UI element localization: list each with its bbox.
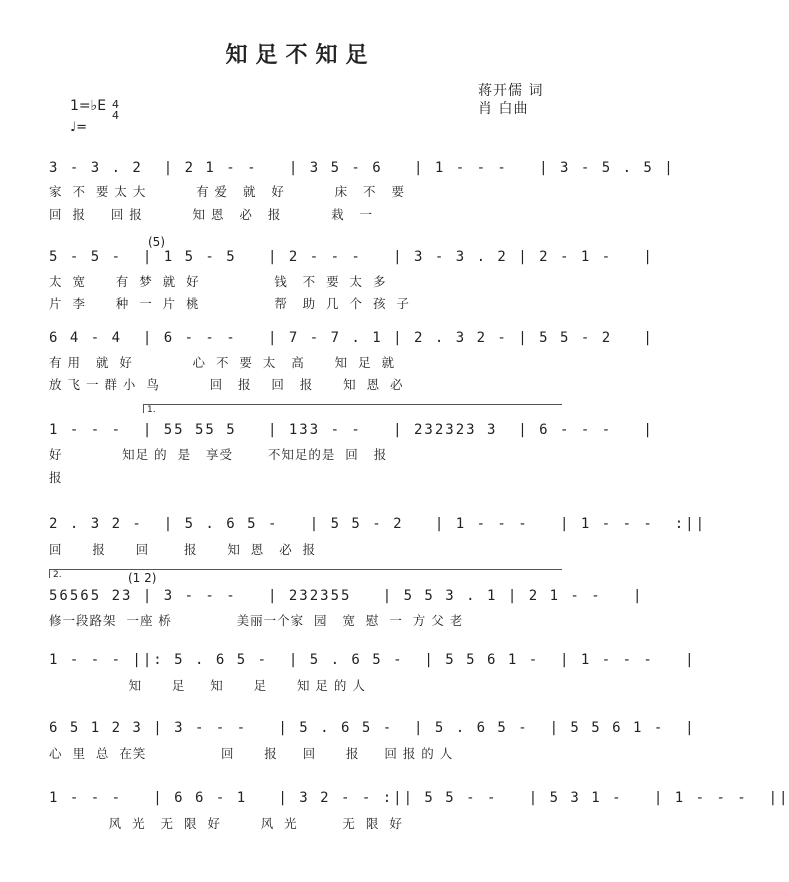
notation-row: 5 - 5 - | 1 5 - 5 | 2 - - - | 3 - 3 . 2 | 2 - 1 - | [49,249,654,265]
annotation-12: (1 2) [128,571,157,585]
lyric-line: 知 足 知 足 知 足 的 人 [49,678,366,693]
volta-1 [143,404,562,413]
composer-credit: 肖 白曲 [478,101,529,117]
notation-row: 1 - - - | 55 55 5 | 133 - - | 232323 3 | 6 - - - | [49,422,654,438]
lyric-line: 好 知足 的 是 享受 不知足的是 回 报 [49,447,388,462]
lyric-line: 放 飞 一 群 小 鸟 回 报 回 报 知 恩 必 [49,377,404,392]
annotation-5: (5) [148,235,165,249]
notation-row: 6 5 1 2 3 | 3 - - - | 5 . 6 5 - | 5 . 6 5 - | 5 5 6 1 - | [49,720,696,736]
lyric-line: 报 [49,470,63,485]
tempo-mark: ♩= [70,120,88,135]
lyric-line: 太 宽 有 梦 就 好 钱 不 要 太 多 [49,274,387,289]
notation-row: 1 - - - ||: 5 . 6 5 - | 5 . 6 5 - | 5 5 6 1 - | 1 - - - | [49,652,696,668]
notation-row: 6 4 - 4 | 6 - - - | 7 - 7 . 1 | 2 . 3 2 - | 5 5 - 2 | [49,330,654,346]
lyric-line: 有 用 就 好 心 不 要 太 高 知 足 就 [49,355,396,370]
lyric-line: 家 不 要 太 大 有 爱 就 好 床 不 要 [49,184,405,199]
lyricist-credit: 蒋开儒 词 [478,83,544,99]
lyric-line: 回 报 回 报 知 恩 必 报 栽 一 [49,207,373,222]
lyric-line: 回 报 回 报 知 恩 必 报 [49,542,317,557]
time-signature-top: 4 [112,98,119,111]
lyric-line: 片 李 种 一 片 桃 帮 助 几 个 孩 子 [49,296,410,311]
volta-1-label: 1. [147,405,156,415]
key-signature: 1=♭E [70,98,107,114]
volta-2-label: 2. [53,570,62,580]
lyric-line: 修一段路架 一座 桥 美丽一个家 园 宽 慰 一 方 父 老 [49,613,464,628]
notation-row: 2 . 3 2 - | 5 . 6 5 - | 5 5 - 2 | 1 - - - | 1 - - - :|| [49,516,707,532]
time-signature-bottom: 4 [112,109,119,122]
notation-row: 56565 23 | 3 - - - | 232355 | 5 5 3 . 1 | 2 1 - - | [49,588,644,604]
volta-2 [49,569,562,578]
notation-row: 1 - - - | 6 6 - 1 | 3 2 - - :|| 5 5 - - | 5 3 1 - | 1 - - - || [49,790,789,806]
song-title: 知足不知足 [225,42,376,68]
lyric-line: 心 里 总 在笑 回 报 回 报 回 报 的 人 [49,746,454,761]
time-signature [112,99,119,121]
notation-row: 3 - 3 . 2 | 2 1 - - | 3 5 - 6 | 1 - - - | 3 - 5 . 5 | [49,160,675,176]
lyric-line: 风 光 无 限 好 风 光 无 限 好 [49,816,403,831]
